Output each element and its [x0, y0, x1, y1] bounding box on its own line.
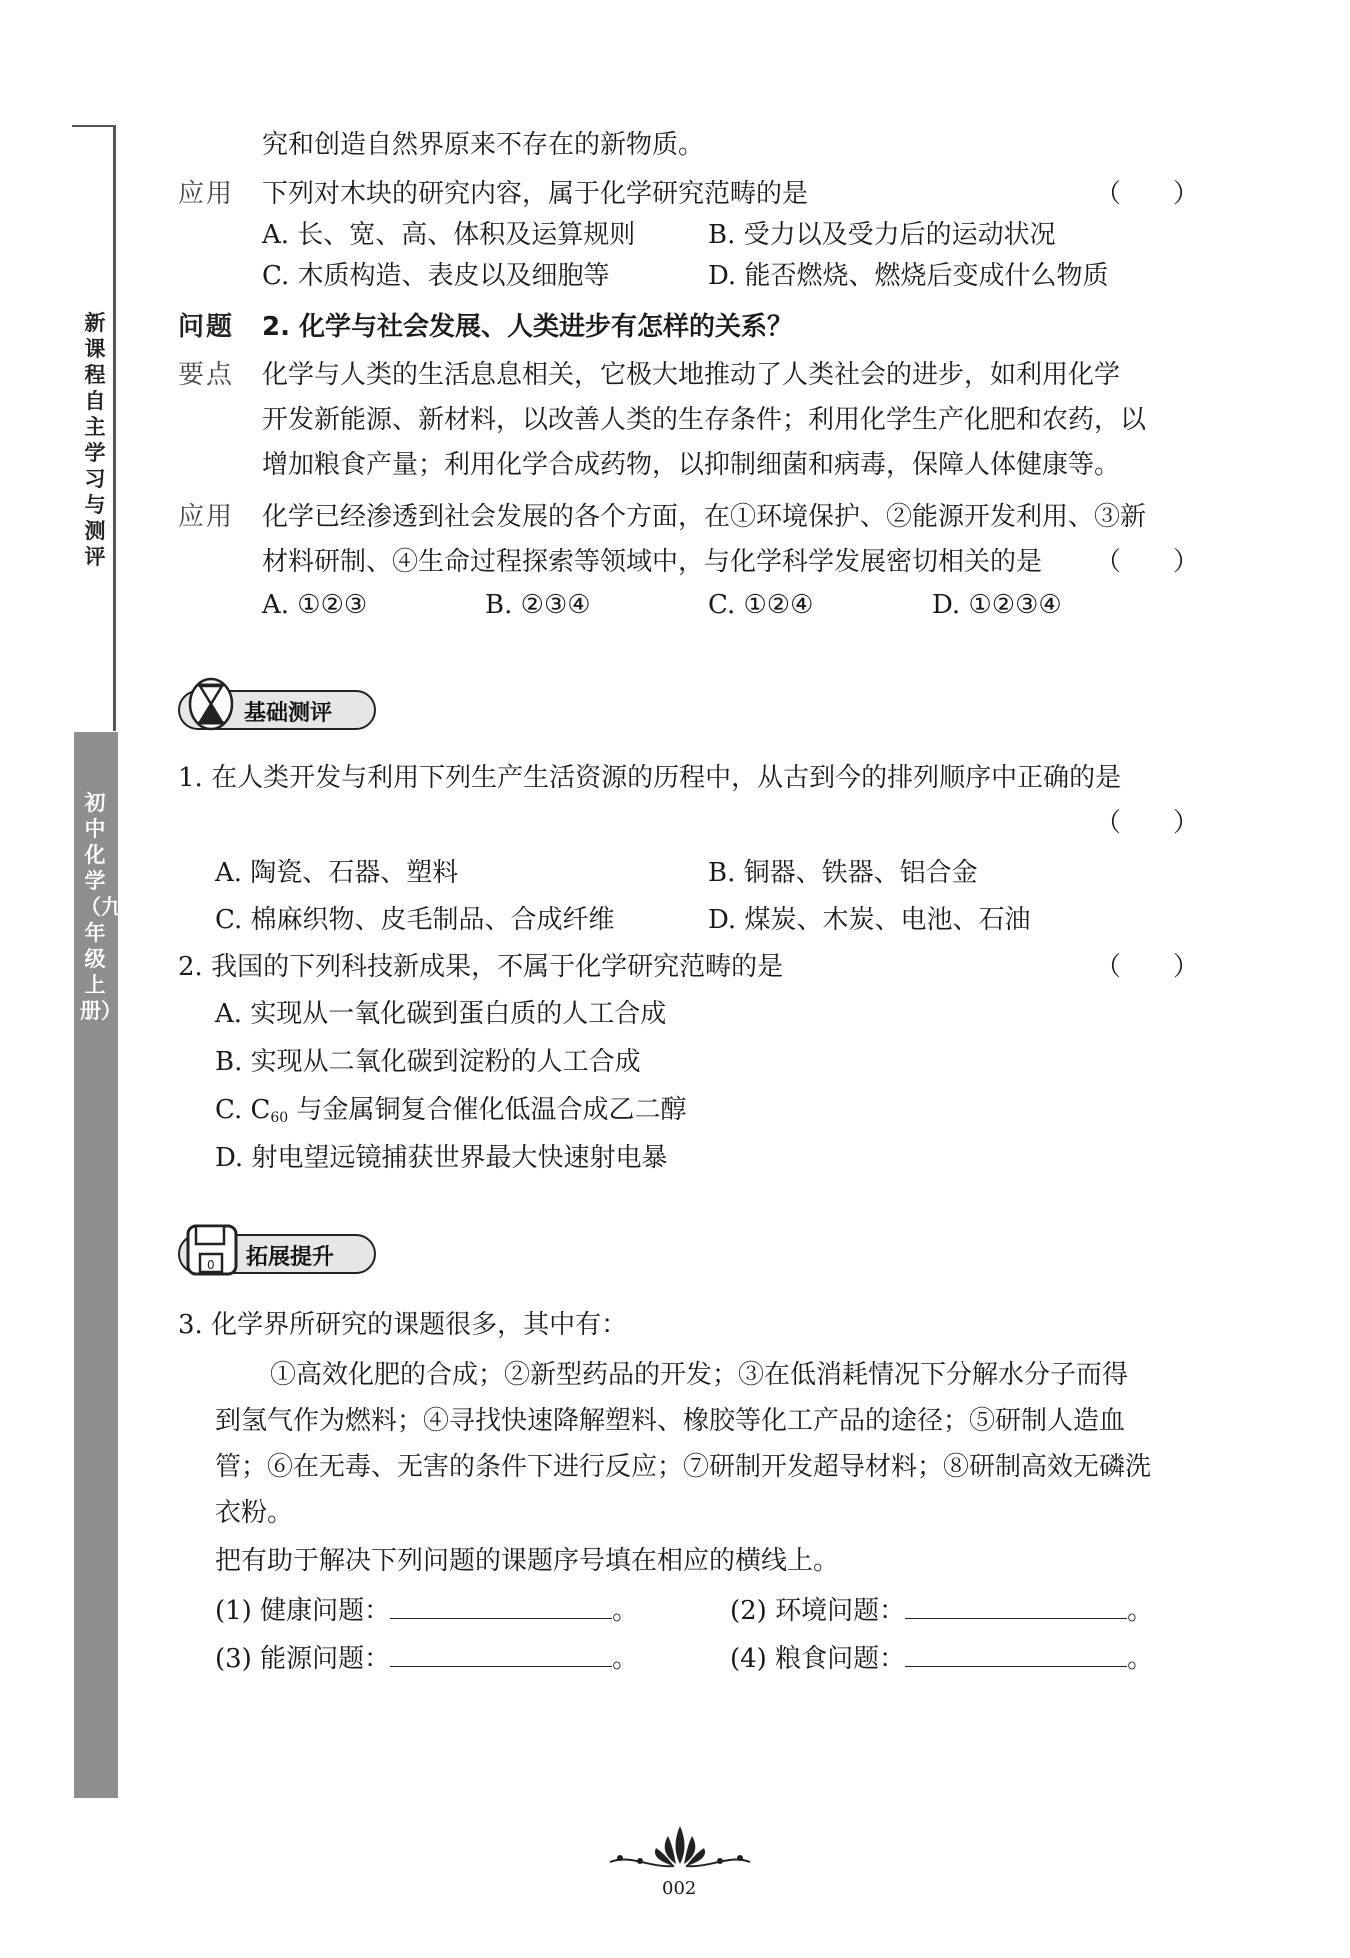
q2-stem: 2. 我国的下列科技新成果，不属于化学研究范畴的是	[178, 952, 784, 982]
energy-answer-line[interactable]	[390, 1646, 612, 1667]
q3-topic-line: ①高效化肥的合成；②新型药品的开发；③在低消耗情况下分解水分子而得	[270, 1360, 1129, 1390]
q3-blank-energy: (3) 能源问题： 。	[215, 1644, 639, 1674]
svg-text:0: 0	[207, 1258, 215, 1272]
side-tab-bottom-label: 初中化学（九年级上册）	[80, 791, 122, 1023]
q3-instruction: 把有助于解决下列问题的课题序号填在相应的横线上。	[215, 1546, 840, 1576]
continuation-text: 究和创造自然界原来不存在的新物质。	[262, 130, 705, 160]
q2-option-d: D. 射电望远镜捕获世界最大快速射电暴	[215, 1143, 668, 1173]
app2-answer-paren[interactable]: （ ）	[1095, 547, 1200, 577]
app1-option-d: D. 能否燃烧、燃烧后变成什么物质	[708, 261, 1109, 291]
q1-stem: 1. 在人类开发与利用下列生产生活资源的历程中，从古到今的排列顺序中正确的是	[178, 763, 1122, 793]
app1-option-b: B. 受力以及受力后的运动状况	[708, 220, 1056, 250]
q1-option-c: C. 棉麻织物、皮毛制品、合成纤维	[215, 905, 615, 935]
q3-blank-food: (4) 粮食问题： 。	[730, 1644, 1154, 1674]
app2-line: 材料研制、④生命过程探索等领域中，与化学科学发展密切相关的是	[262, 547, 1043, 577]
page-number: 002	[662, 1878, 697, 1899]
hourglass-icon	[188, 676, 234, 732]
q3-topic-line: 管；⑥在无毒、无害的条件下进行反应；⑦研制开发超导材料；⑧研制高效无磷洗	[215, 1452, 1152, 1482]
q1-option-b: B. 铜器、铁器、铝合金	[708, 858, 978, 888]
q3-topic-line: 衣粉。	[215, 1498, 294, 1528]
q2-option-a: A. 实现从一氧化碳到蛋白质的人工合成	[215, 999, 667, 1029]
problem-text: 2. 化学与社会发展、人类进步有怎样的关系？	[262, 312, 794, 342]
q1-option-a: A. 陶瓷、石器、塑料	[215, 858, 459, 888]
app2-option-d: D. ①②③④	[932, 590, 1062, 620]
side-tab-top-label: 新课程自主学习与测评	[84, 311, 106, 569]
app1-stem: 下列对木块的研究内容，属于化学研究范畴的是	[262, 179, 809, 209]
disk-icon	[184, 1222, 240, 1278]
q3-blank-health: (1) 健康问题： 。	[215, 1596, 639, 1626]
q1-option-d: D. 煤炭、木炭、电池、石油	[708, 905, 1031, 935]
extend-section-title: 拓展提升	[246, 1245, 335, 1270]
app2-option-a: A. ①②③	[262, 590, 368, 620]
key-points-line: 化学与人类的生活息息相关，它极大地推动了人类社会的进步，如利用化学	[262, 360, 1121, 390]
q2-answer-paren[interactable]: （ ）	[1095, 952, 1200, 982]
app2-tag: 应用	[178, 502, 235, 532]
q2-option-c: C. $C_{60}$ 与金属铜复合催化低温合成乙二醇	[215, 1095, 687, 1126]
health-answer-line[interactable]	[390, 1598, 612, 1619]
app1-option-a: A. 长、宽、高、体积及运算规则	[262, 220, 636, 250]
floral-ornament-icon	[600, 1818, 760, 1878]
app2-option-b: B. ②③④	[485, 590, 591, 620]
basic-section-title: 基础测评	[244, 701, 333, 726]
q3-topic-line: 到氢气作为燃料；④寻找快速降解塑料、橡胶等化工产品的途径；⑤研制人造血	[215, 1406, 1126, 1436]
app2-option-c: C. ①②④	[708, 590, 814, 620]
key-points-tag: 要点	[178, 360, 235, 390]
food-answer-line[interactable]	[905, 1646, 1127, 1667]
problem-tag: 问题	[178, 312, 235, 342]
key-points-line: 增加粮食产量；利用化学合成药物，以抑制细菌和病毒，保障人体健康等。	[262, 450, 1121, 480]
app2-line: 化学已经渗透到社会发展的各个方面，在①环境保护、②能源开发利用、③新	[262, 502, 1147, 532]
app1-tag: 应用	[178, 179, 235, 209]
q3-stem: 3. 化学界所研究的课题很多，其中有：	[178, 1310, 628, 1340]
key-points-line: 开发新能源、新材料，以改善人类的生存条件；利用化学生产化肥和农药，以	[262, 405, 1147, 435]
q3-blank-environment: (2) 环境问题： 。	[730, 1596, 1154, 1626]
app1-answer-paren[interactable]: （ ）	[1095, 179, 1200, 209]
environment-answer-line[interactable]	[905, 1598, 1127, 1619]
app1-option-c: C. 木质构造、表皮以及细胞等	[262, 261, 610, 291]
q1-answer-paren[interactable]: （ ）	[1095, 808, 1200, 838]
q2-option-b: B. 实现从二氧化碳到淀粉的人工合成	[215, 1047, 641, 1077]
